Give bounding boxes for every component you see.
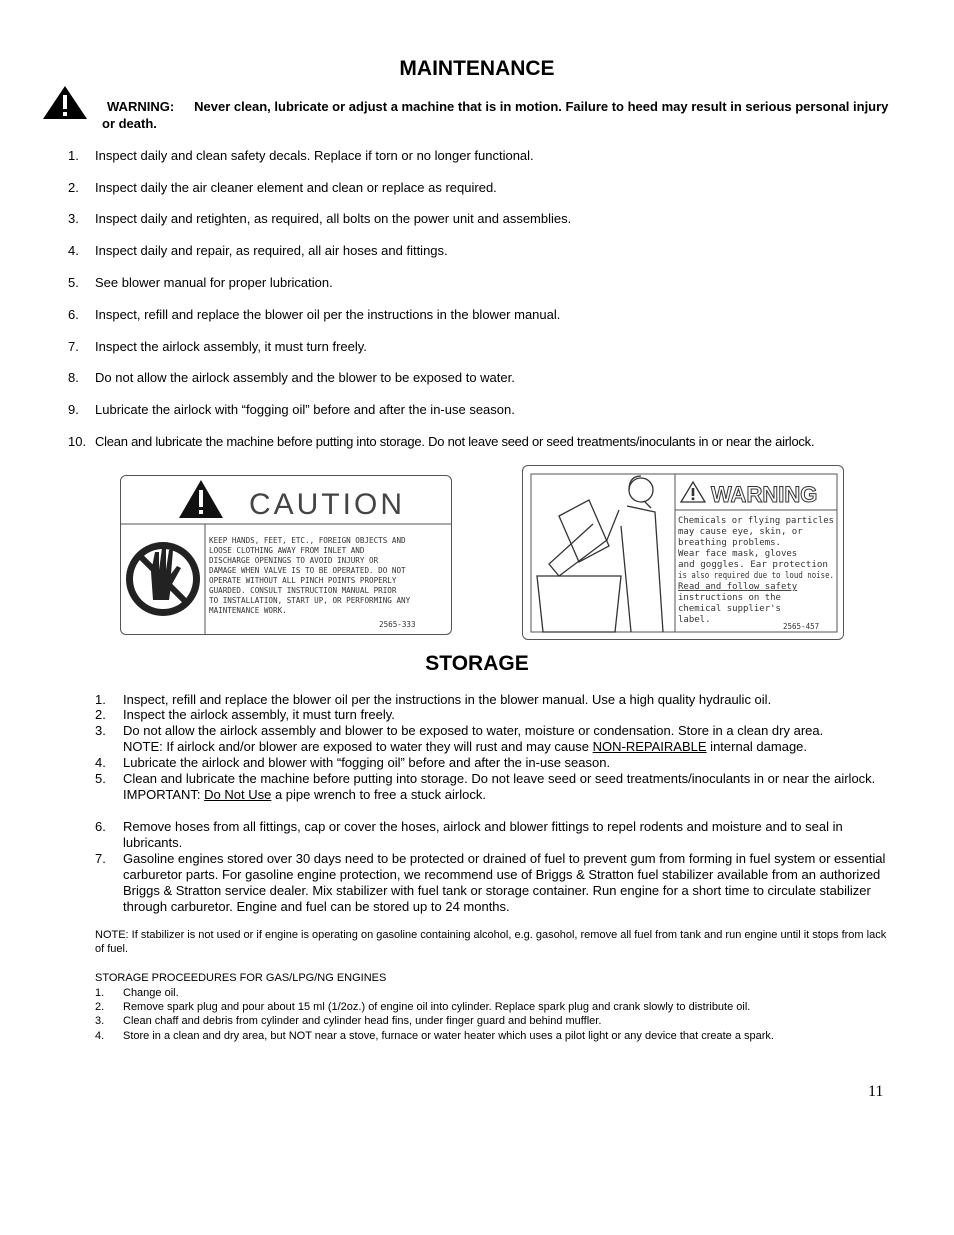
warning-triangle-icon xyxy=(42,85,88,120)
warning-line: may cause eye, skin, or xyxy=(678,527,803,537)
warning-line: breathing problems. xyxy=(678,538,781,548)
warning-line: Read and follow safety xyxy=(678,582,798,592)
item-text: Inspect daily the air cleaner element and clean or replace as required. xyxy=(95,180,497,195)
item-text: Inspect the airlock assembly, it must turn freely. xyxy=(123,707,395,722)
caution-line: DAMAGE WHEN VALVE IS TO BE OPERATED. DO NOT xyxy=(209,566,406,575)
caution-line: LOOSE CLOTHING AWAY FROM INLET AND xyxy=(209,546,365,555)
item-text-block xyxy=(123,771,888,803)
item-number: 7. xyxy=(68,339,79,354)
item-number: 6. xyxy=(95,819,106,834)
storage-title: STORAGE xyxy=(425,652,529,675)
item-note: a pipe wrench to free a stuck airlock. xyxy=(271,787,486,802)
warning-line: instructions on the xyxy=(678,593,781,603)
item-text: Store in a clean and dry area, but NOT near a stove, furnace or water heater which uses a pilot light or any device that create a spark. xyxy=(123,1030,774,1042)
item-note: internal damage. xyxy=(706,739,808,754)
warning-line: label. xyxy=(678,615,711,625)
item-text: Clean chaff and debris from cylinder and cylinder head fins, under finger guard and behind muffler. xyxy=(123,1015,602,1027)
item-text: Inspect daily and retighten, as required, all bolts on the power unit and assemblies. xyxy=(95,211,572,226)
item-text: Inspect the airlock assembly, it must turn freely. xyxy=(95,339,367,354)
item-number: 1. xyxy=(68,148,79,163)
warning-message: Never clean, lubricate or adjust a machine that is in motion. Failure to heed may result in serious personal injury or death. xyxy=(102,99,889,131)
warning-line: chemical supplier's xyxy=(678,604,781,614)
item-text: Remove spark plug and pour about 15 ml (1/2oz.) of engine oil into cylinder. Replace spark plug and crank slowly to distribute oil. xyxy=(123,1001,751,1013)
stabilizer-note: NOTE: If stabilizer is not used or if engine is operating on gasoline containing alcohol, e.g. gasohol, remove all fuel from tank and run engine until it stops from lack of fuel. xyxy=(95,929,887,955)
item-number: 1. xyxy=(95,692,106,707)
item-number: 5. xyxy=(68,275,79,290)
no-hands-icon xyxy=(126,542,200,616)
item-number: 8. xyxy=(68,370,79,385)
item-number: 9. xyxy=(68,402,79,417)
caution-triangle-icon xyxy=(179,480,223,518)
item-text: Lubricate the airlock and blower with “fogging oil” before and after the in-use season. xyxy=(123,755,611,770)
item-number: 2. xyxy=(95,1001,105,1013)
warning-decal-graphic xyxy=(523,466,843,639)
item-text: Inspect, refill and replace the blower oil per the instructions in the blower manual. Use a high quality hydraulic oil. xyxy=(123,692,772,707)
item-text: Inspect, refill and replace the blower oil per the instructions in the blower manual. xyxy=(95,307,561,322)
warning-decal xyxy=(522,465,844,640)
caution-decal-graphic xyxy=(121,476,451,634)
item-number: 1. xyxy=(95,987,105,999)
item-text: Inspect daily and clean safety decals. Replace if torn or no longer functional. xyxy=(95,148,534,163)
item-text: Change oil. xyxy=(123,987,179,999)
item-number: 3. xyxy=(95,1015,105,1027)
caution-line: TO INSTALLATION, START UP, OR PERFORMING ANY xyxy=(209,596,411,605)
item-text: Remove hoses from all fittings, cap or cover the hoses, airlock and blower fittings to repel rodents and moisture and to seal in lubricants. xyxy=(123,819,843,850)
caution-code: 2565-333 xyxy=(379,620,416,629)
warning-line: Wear face mask, gloves xyxy=(678,549,798,559)
caution-line: DISCHARGE OPENINGS TO AVOID INJURY OR xyxy=(209,556,379,565)
warning-code: 2565-457 xyxy=(783,622,820,631)
item-number: 4. xyxy=(95,1030,105,1042)
item-number: 3. xyxy=(68,211,79,226)
caution-line: OPERATE WITHOUT ALL PINCH POINTS PROPERLY xyxy=(209,576,397,585)
maintenance-warning xyxy=(102,98,902,132)
item-text: See blower manual for proper lubrication. xyxy=(95,275,333,290)
caution-decal xyxy=(120,475,452,635)
item-note: NOTE: If airlock and/or blower are exposed to water they will rust and may cause xyxy=(123,739,593,754)
item-text: Inspect daily and repair, as required, all air hoses and fittings. xyxy=(95,243,448,258)
warning-label: WARNING: xyxy=(107,99,175,114)
procedures-title: STORAGE PROCEEDURES FOR GAS/LPG/NG ENGINES xyxy=(95,972,387,984)
item-text: Gasoline engines stored over 30 days need to be protected or drained of fuel to prevent gum from forming in fuel system or essential carburetor parts. For gasoline engine protection, we recommend use of Briggs & Stratton fuel stabilizer available from an authorized Briggs & Stratton service dealer. Mix stabilizer with fuel tank or storage container. Run engine for a short time to circulate stabilizer through carburetor. Engine and fuel can be stored up to 24 months. xyxy=(123,851,886,914)
item-text-block xyxy=(123,723,888,755)
warning-line: and goggles. Ear protection xyxy=(678,560,828,570)
item-number: 4. xyxy=(68,243,79,258)
caution-line: GUARDED. CONSULT INSTRUCTION MANUAL PRIOR xyxy=(209,586,397,595)
item-number: 4. xyxy=(95,755,106,770)
warning-line: is also required due to loud noise. xyxy=(678,571,834,581)
item-number: 2. xyxy=(68,180,79,195)
caution-heading: CAUTION xyxy=(249,488,405,521)
item-number: 5. xyxy=(95,771,106,786)
warning-small-triangle-icon xyxy=(681,482,705,502)
warning-heading: WARNING xyxy=(711,482,818,507)
item-number: 2. xyxy=(95,707,106,722)
item-number: 3. xyxy=(95,723,106,738)
item-text: Do not allow the airlock assembly and the blower to be exposed to water. xyxy=(95,370,515,385)
item-text: Clean and lubricate the machine before putting into storage. Do not leave seed or seed treatments/inoculants in or near the airlock. xyxy=(123,771,876,786)
item-note: IMPORTANT: xyxy=(123,787,205,802)
item-text: Clean and lubricate the machine before putting into storage. Do not leave seed or seed treatments/inoculants in or near the airlock. xyxy=(95,434,815,449)
page-number: 11 xyxy=(868,1083,884,1100)
item-text: Do not allow the airlock assembly and blower to be exposed to water, moisture or condensation. Store in a clean dry area. xyxy=(123,723,824,738)
item-note-underlined: Do Not Use xyxy=(204,787,272,802)
caution-line: KEEP HANDS, FEET, ETC., FOREIGN OBJECTS AND xyxy=(209,536,406,545)
worker-with-mask-icon xyxy=(537,476,663,632)
caution-line: MAINTENANCE WORK. xyxy=(209,606,287,615)
item-number: 6. xyxy=(68,307,79,322)
item-number: 7. xyxy=(95,851,106,866)
item-note-underlined: NON-REPAIRABLE xyxy=(592,739,707,754)
item-text: Lubricate the airlock with “fogging oil” before and after the in-use season. xyxy=(95,402,515,417)
warning-line: Chemicals or flying particles xyxy=(678,516,834,526)
item-number: 10. xyxy=(68,434,87,449)
maintenance-title: MAINTENANCE xyxy=(399,57,555,80)
